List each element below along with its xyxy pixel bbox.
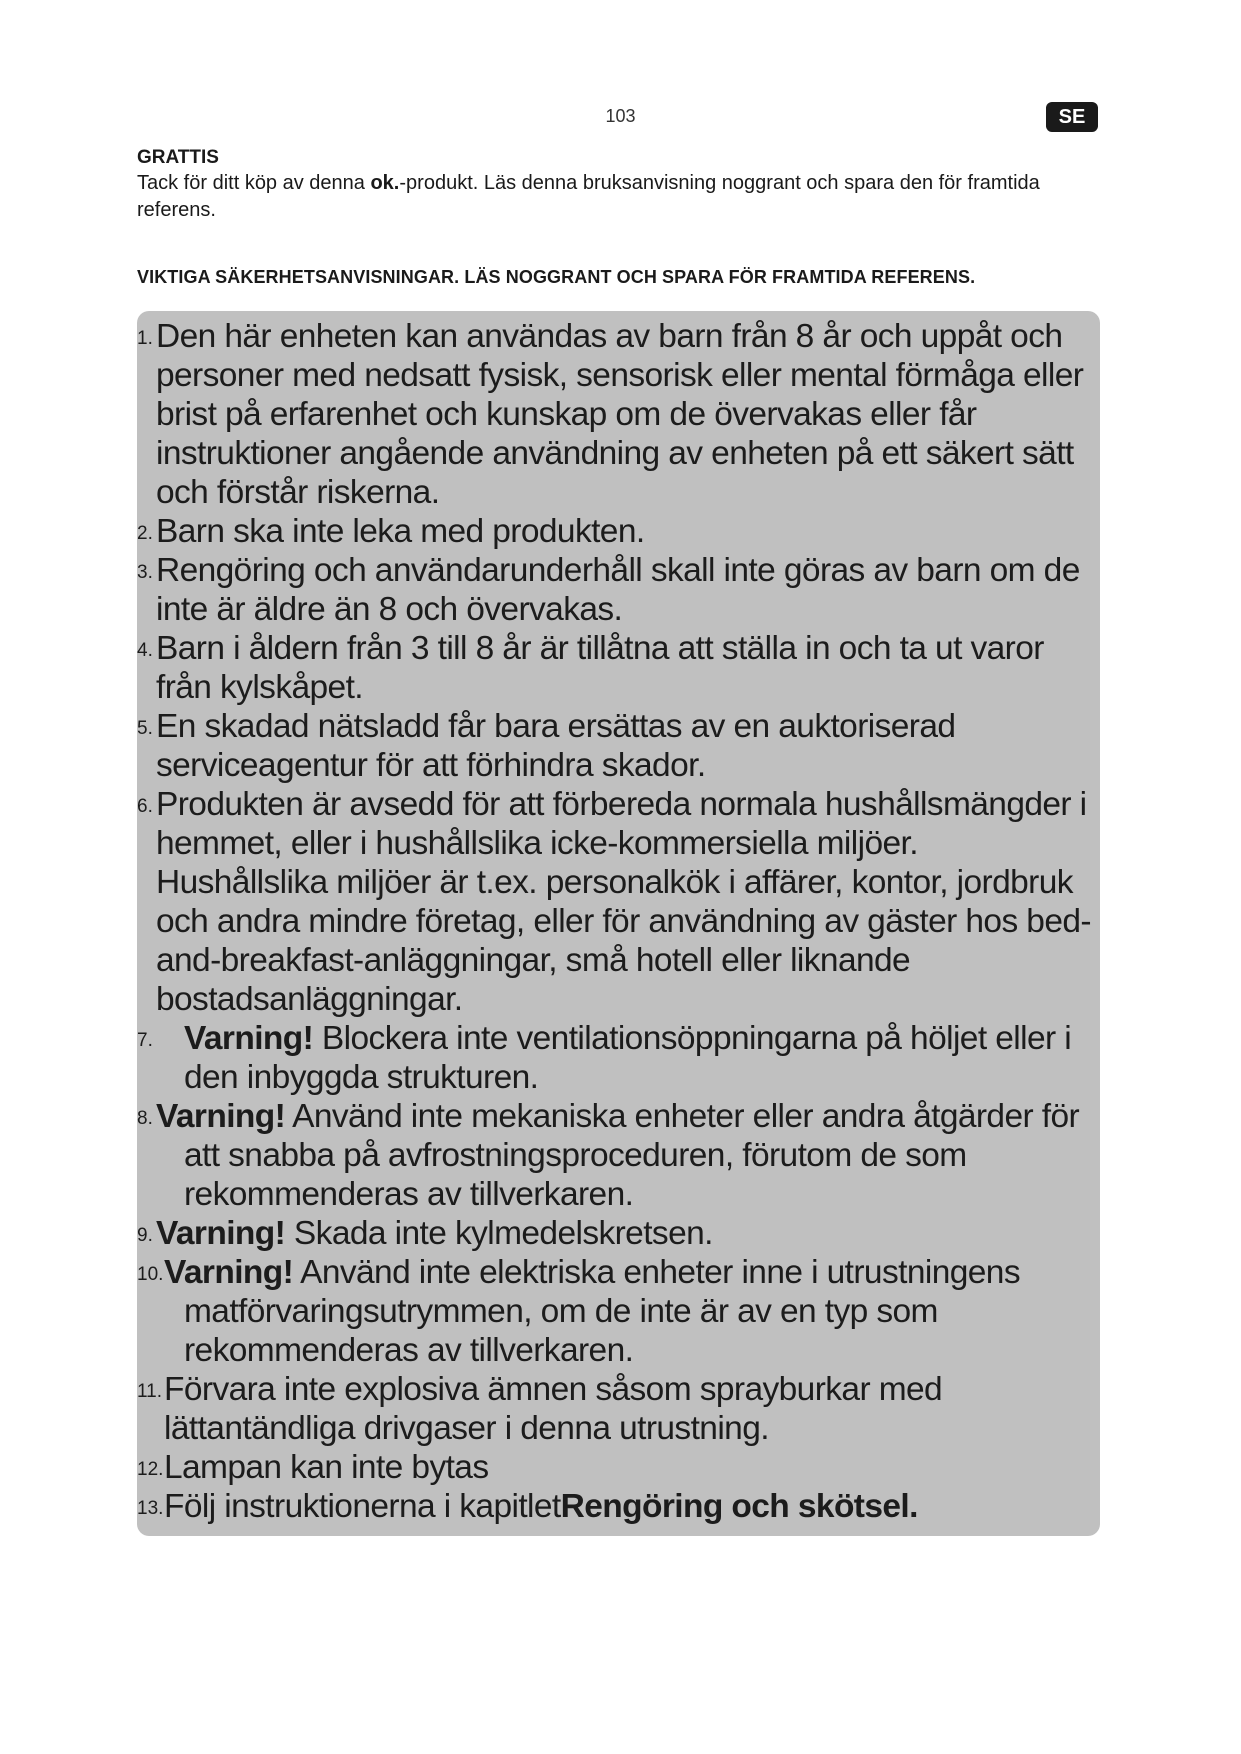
item-number: 3.	[137, 562, 153, 583]
item-text: Produkten är avsedd för att förbereda normala hushållsmängder i hemmet, eller i hushållslika icke-kommersiella miljöer. Hushållslika miljöer är t.ex. personalkök i affärer, kontor, jordbruk och andra mindre företag, eller för användning av gäster hos bed-and-breakfast-anläggningar, små hotell eller liknande bostadsanläggningar.	[156, 786, 1091, 1018]
item-number: 12.	[137, 1459, 164, 1480]
item-text: Lampan kan inte bytas	[164, 1449, 489, 1486]
item-text: Följ instruktionerna i kapitlet	[164, 1488, 561, 1525]
page-number: 103	[605, 106, 636, 126]
warning-label: Varning!	[184, 1020, 314, 1057]
warning-label: Varning!	[156, 1098, 286, 1135]
item-number: 13.	[137, 1498, 164, 1519]
safety-item-13	[137, 1487, 1096, 1526]
item-number: 5.	[137, 718, 153, 739]
item-number: 6.	[137, 796, 153, 817]
item-number: 4.	[137, 640, 153, 661]
chapter-reference: Rengöring och skötsel.	[560, 1488, 918, 1525]
brand-name: ok.	[370, 172, 400, 194]
item-text: Barn ska inte leka med produkten.	[156, 513, 645, 550]
item-text: Skada inte kylmedelskretsen.	[285, 1215, 713, 1252]
safety-instructions-box	[137, 311, 1100, 1536]
intro-text-end: -produkt. Läs denna bruksanvisning noggrant och spara den för framtida referens.	[137, 172, 1040, 221]
item-text: Använd inte mekaniska enheter eller andra åtgärder för att snabba på avfrostningsproceduren, förutom de som rekommenderas av tillverkaren.	[184, 1098, 1080, 1213]
item-number: 9.	[137, 1225, 153, 1246]
safety-item-3	[137, 551, 1096, 629]
item-number: 8.	[137, 1108, 153, 1129]
safety-item-10	[137, 1253, 1096, 1370]
item-number: 11.	[137, 1381, 163, 1402]
item-text: En skadad nätsladd får bara ersättas av en auktoriserad serviceagentur för att förhindra skador.	[156, 708, 956, 784]
safety-item-11	[137, 1370, 1096, 1448]
safety-item-8	[137, 1097, 1096, 1214]
warning-label: Varning!	[164, 1254, 294, 1291]
item-number: 7.	[137, 1030, 153, 1051]
language-badge: SE	[1046, 102, 1098, 132]
safety-title: VIKTIGA SÄKERHETSANVISNINGAR. LÄS NOGGRANT OCH SPARA FÖR FRAMTIDA REFERENS.	[137, 267, 976, 287]
safety-item-1	[137, 317, 1096, 512]
safety-item-12	[137, 1448, 1096, 1487]
intro-section	[137, 146, 1097, 224]
warning-label: Varning!	[156, 1215, 286, 1252]
safety-item-9	[137, 1214, 1096, 1253]
intro-text	[137, 170, 1097, 224]
item-text: Barn i åldern från 3 till 8 år är tillåtna att ställa in och ta ut varor från kylskåpet.	[156, 630, 1044, 706]
item-number: 1.	[137, 328, 153, 349]
safety-item-6	[137, 785, 1096, 1019]
intro-text-start: Tack för ditt köp av denna	[137, 172, 371, 194]
safety-item-2	[137, 512, 1096, 551]
safety-item-4	[137, 629, 1096, 707]
item-number: 2.	[137, 523, 153, 544]
intro-heading: GRATTIS	[137, 147, 219, 168]
item-text: Den här enheten kan användas av barn från 8 år och uppåt och personer med nedsatt fysisk, sensorisk eller mental förmåga eller brist på erfarenhet och kunskap om de övervakas eller får instruktioner angående användning av enheten på ett säkert sätt och förstår riskerna.	[156, 318, 1084, 511]
item-number: 10.	[137, 1264, 164, 1285]
item-text: Blockera inte ventilationsöppningarna på höljet eller i den inbyggda strukturen.	[184, 1020, 1072, 1096]
safety-item-5	[137, 707, 1096, 785]
item-text: Använd inte elektriska enheter inne i utrustningens matförvaringsutrymmen, om de inte är av en typ som rekommenderas av tillverkaren.	[184, 1254, 1020, 1369]
safety-item-7	[137, 1019, 1096, 1097]
item-text: Rengöring och användarunderhåll skall inte göras av barn om de inte är äldre än 8 och övervakas.	[156, 552, 1080, 628]
item-text: Förvara inte explosiva ämnen såsom sprayburkar med lättantändliga drivgaser i denna utrustning.	[164, 1371, 943, 1447]
